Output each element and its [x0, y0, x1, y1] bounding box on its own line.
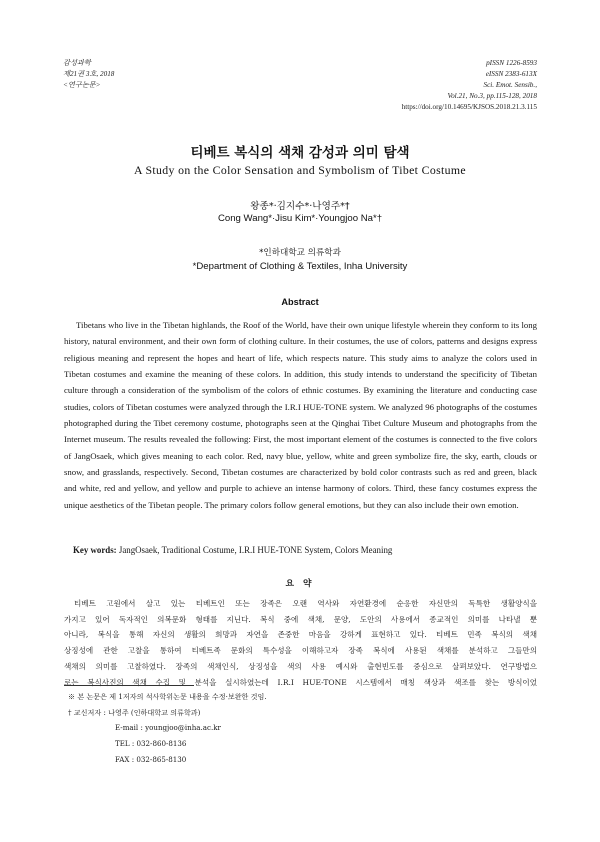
summary-line: 아니라, 복식을 통해 자신의 생활의 희망과 자연을 존중한 마음을 강하게 표현하고 있다. 티베트 민족 복식의 색채	[64, 630, 537, 640]
pissn: pISSN 1226-8593	[486, 59, 537, 67]
footnotes	[68, 689, 267, 768]
authors-korean: 왕종*·김지수*·나영주*†	[250, 201, 350, 212]
affiliation-english: *Department of Clothing & Textiles, Inha University	[192, 261, 408, 272]
title-english: A Study on the Color Sensation and Symbolism of Tibet Costume	[133, 163, 467, 177]
summary-line: 가지고 있어 독자적인 의복문화 형태를 지닌다. 복식 중에 색채, 문양, 도안의 사용에서 종교적인 의미를 나타낼 뿐	[64, 614, 537, 624]
keywords	[73, 545, 533, 555]
author-fax: FAX : 032-865-8130	[115, 754, 187, 764]
journal-name: 감성과학	[63, 59, 91, 67]
keywords-label: Key words:	[73, 545, 117, 555]
journal-abbreviation: Sci. Emot. Sensib.,	[483, 81, 537, 89]
footnote-thesis: ※ 본 논문은 제 1저자의 석사학위논문 내용을 수정·보완한 것임.	[68, 692, 267, 701]
footnote-divider	[64, 685, 194, 686]
volume-issue: 제21권 3호, 2018	[63, 70, 115, 78]
summary-line: 티베트 고원에서 살고 있는 티베트인 또는 장족은 오랜 역사와 자연환경에 순응한 자신만의 독특한 생활양식을	[74, 599, 537, 608]
author-phone: TEL : 032-860-8136	[115, 739, 187, 749]
title-korean: 티베트 복식의 색채 감성과 의미 탐색	[190, 145, 410, 161]
journal-header-right	[402, 58, 537, 113]
volume-pages: Vol.21, No.3, pp.115-128, 2018	[447, 92, 537, 100]
article-type: <연구논문>	[63, 81, 101, 89]
keywords-list: JangOsaek, Traditional Costume, I.R.I HUE-TONE System, Colors Meaning	[118, 545, 393, 555]
authors-english: Cong Wang*·Jisu Kim*·Youngjoo Na*†	[217, 213, 383, 224]
abstract-body: Tibetans who live in the Tibetan highlands, the Roof of the World, have their own unique lifestyle wherein they conform to its long history, natural environment, and their own form of clothing culture. In their costumes, the use of colors, patterns and designs express religious meaning and represent the hopes and heart of life, which respects nature. This study aims to analyze the colors used in Tibetan costumes and examine the meaning of these colors. In addition, this study intends to understand the specificity of Tibetan culture through a consideration of the symbolism of the colors of ethnic costumes. By examining the literature and conducting case studies, colors of Tibetan costumes were analyzed through the I.R.I HUE-TONE system. We analyzed 96 photographs of the costumes photographed during the Tibet ceremony costume, photographs seen at the Qinghai Tibet Culture Museum and photographs from the Internet museum. The results revealed the following: First, the most important element of the costumes is connected to the five colors of JangOsaek, which gives meaning to each color. Red, navy blue, yellow, white and green symbolize fire, the sky, earth, clouds or snow, and grasslands, respectively. Second, Tibetan costumes are characterized by bold color contrasts such as red and green, black and white, red and yellow, and yellow and purple to achieve an intense harmony of colors. Third, these fancy costumes express the unique aesthetics of the Tibetan people. The primary colors follow general emotions, but they can also include their own emotion.	[64, 320, 537, 510]
journal-header-left	[63, 58, 114, 91]
summary-line: 로는 복식사진의 색채 수집 및 분석을 실시하였는데 I.R.I HUE-TONE 시스템에서 매칭 색상과 색조를 찾는 방식이었	[64, 677, 537, 687]
doi-link[interactable]: https://doi.org/10.14695/KJSOS.2018.21.3.115	[401, 103, 537, 111]
summary-line: 색채의 의미를 고찰하였다. 장족의 색채인식, 상징성을 색의 사용 예시와 출현빈도를 중심으로 살펴보았다. 연구방법으	[64, 661, 537, 671]
footnote-corresponding-author: † 교신저자 : 나영주 (인하대학교 의류학과)	[68, 707, 201, 717]
summary-line: 상징성에 관한 고찰을 통하여 티베트족 문화의 특수성을 이해하고자 장족 복식에 사용된 색채를 분석하고 그들만의	[64, 646, 537, 656]
korean-summary-body	[64, 596, 537, 690]
affiliation-korean: *인하대학교 의류학과	[259, 248, 341, 258]
abstract-heading: Abstract	[281, 297, 319, 307]
eissn: eISSN 2383-613X	[485, 70, 537, 78]
author-email[interactable]: E-mail : youngjoo@inha.ac.kr	[115, 723, 221, 733]
korean-summary-heading: 요 약	[285, 579, 315, 589]
